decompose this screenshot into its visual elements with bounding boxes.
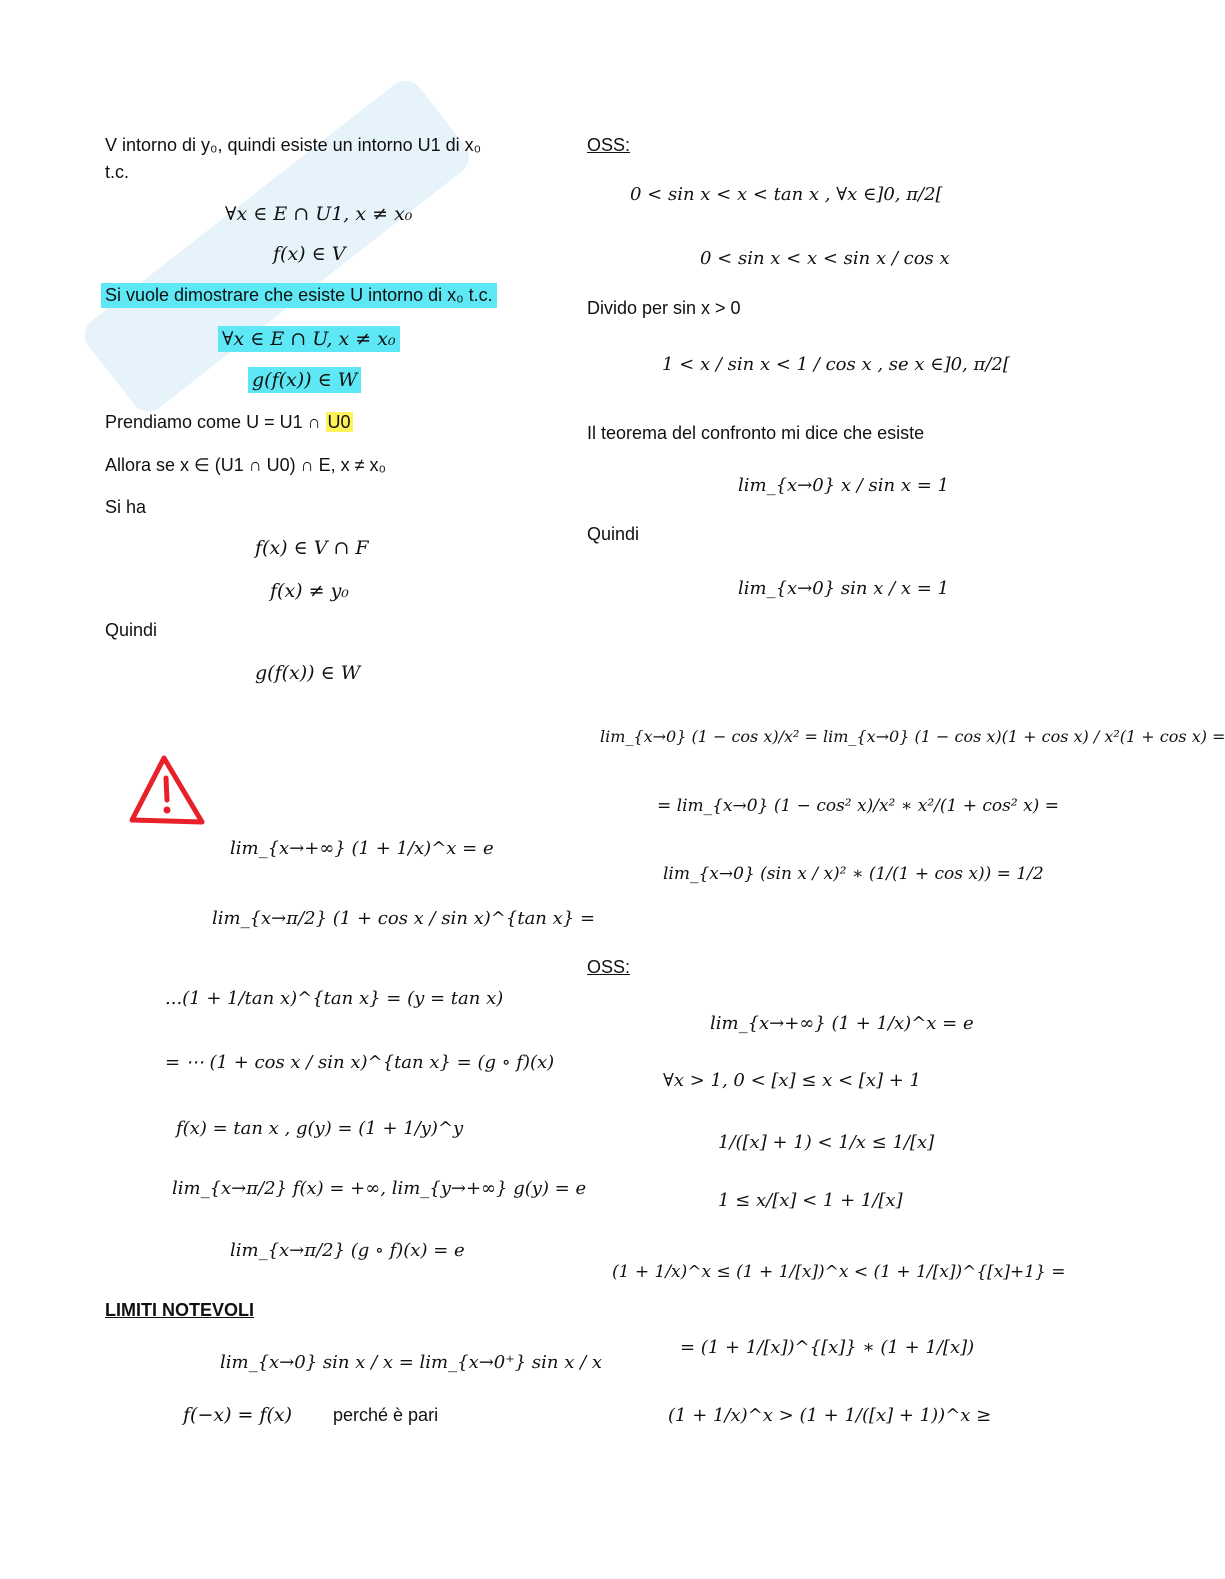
oss-label-2: OSS:: [587, 957, 631, 977]
text-intorno: V intorno di y₀, quindi esiste un intorno U1 di x₀: [105, 135, 482, 155]
formula-fx-in-v: f(x) ∈ V: [273, 243, 346, 265]
formula-sin-cos-ineq: 0 < sin x < x < sin x / cos x: [700, 248, 950, 269]
formula-even: f(−x) = f(x): [183, 1404, 293, 1426]
formula-power-bounds: (1 + 1/x)^x ≤ (1 + 1/[x])^x < (1 + 1/[x])^{[x]+1} =: [612, 1262, 1066, 1282]
formula-lim-e-right: lim_{x→+∞} (1 + 1/x)^x = e: [710, 1013, 974, 1034]
formula-lim-sinx-x: lim_{x→0} sin x / x = 1: [738, 578, 949, 599]
formula-lim-gof: lim_{x→π/2} (g ∘ f)(x) = e: [230, 1240, 465, 1261]
text-prendiamo: Prendiamo come U = U1 ∩ U0: [105, 412, 351, 432]
formula-lim-e: lim_{x→+∞} (1 + 1/x)^x = e: [230, 838, 494, 859]
formula-divided-ineq: 1 < x / sin x < 1 / cos x , se x ∈]0, π/2[: [662, 354, 1010, 375]
formula-tan-sub: ...(1 + 1/tan x)^{tan x} = (y = tan x): [165, 988, 504, 1009]
formula-fx-v-f: f(x) ∈ V ∩ F: [255, 537, 369, 559]
formula-lim-x-sinx: lim_{x→0} x / sin x = 1: [738, 475, 949, 496]
text-allora: Allora se x ∈ (U1 ∩ U0) ∩ E, x ≠ x₀: [105, 455, 386, 475]
formula-f-g-def: f(x) = tan x , g(y) = (1 + 1/y)^y: [176, 1118, 464, 1139]
formula-gfx-in-w: g(f(x)) ∈ W: [248, 367, 361, 393]
formula-cos-limit-3: lim_{x→0} (sin x / x)² ∗ (1/(1 + cos x)) = 1/2: [663, 864, 1044, 884]
formula-gfx-w: g(f(x)) ∈ W: [255, 662, 361, 684]
oss-label-1: OSS:: [587, 135, 631, 155]
formula-lower-bound: (1 + 1/x)^x > (1 + 1/([x] + 1))^x ≥: [668, 1405, 992, 1426]
formula-forall-u: ∀x ∈ E ∩ U, x ≠ x₀: [218, 326, 400, 352]
text-quindi-right: Quindi: [587, 524, 640, 544]
formula-power-split: = (1 + 1/[x])^{[x]} ∗ (1 + 1/[x]): [680, 1337, 975, 1358]
formula-lim-pi2: lim_{x→π/2} (1 + cos x / sin x)^{tan x} =: [212, 908, 596, 929]
formula-ratio-bounds: 1 ≤ x/[x] < 1 + 1/[x]: [718, 1190, 903, 1211]
text-teorema-confronto: Il teorema del confronto mi dice che esiste: [587, 423, 925, 443]
formula-reciprocal-bounds: 1/([x] + 1) < 1/x ≤ 1/[x]: [718, 1132, 935, 1153]
text-si-ha: Si ha: [105, 497, 147, 517]
formula-sin-tan-ineq: 0 < sin x < x < tan x , ∀x ∈]0, π/2[: [630, 184, 943, 205]
formula-floor-bounds: ∀x > 1, 0 < [x] ≤ x < [x] + 1: [663, 1070, 921, 1091]
formula-limits-f-g: lim_{x→π/2} f(x) = +∞, lim_{y→+∞} g(y) = e: [172, 1178, 587, 1199]
formula-cos-limit-2: = lim_{x→0} (1 − cos² x)/x² ∗ x²/(1 + cos² x) =: [657, 796, 1059, 816]
text-divido: Divido per sin x > 0: [587, 298, 741, 318]
highlight-goal: Si vuole dimostrare che esiste U intorno di x₀ t.c.: [101, 283, 497, 308]
formula-composition: = ⋯ (1 + cos x / sin x)^{tan x} = (g ∘ f)(x): [165, 1052, 555, 1073]
text-quindi: Quindi: [105, 620, 158, 640]
heading-limiti-notevoli: LIMITI NOTEVOLI: [105, 1300, 254, 1320]
text-perche-pari: perché è pari: [333, 1405, 439, 1425]
formula-cos-limit-1: lim_{x→0} (1 − cos x)/x² = lim_{x→0} (1 − cos x)(1 + cos x) / x²(1 + cos x) =: [600, 727, 1225, 746]
text-tc: t.c.: [105, 162, 130, 182]
formula-sinx-limit: lim_{x→0} sin x / x = lim_{x→0⁺} sin x / x: [220, 1352, 603, 1373]
formula-forall-u1: ∀x ∈ E ∩ U1, x ≠ x₀: [225, 203, 413, 225]
warning-icon: [126, 752, 208, 828]
formula-fx-neq-y0: f(x) ≠ y₀: [270, 580, 349, 602]
